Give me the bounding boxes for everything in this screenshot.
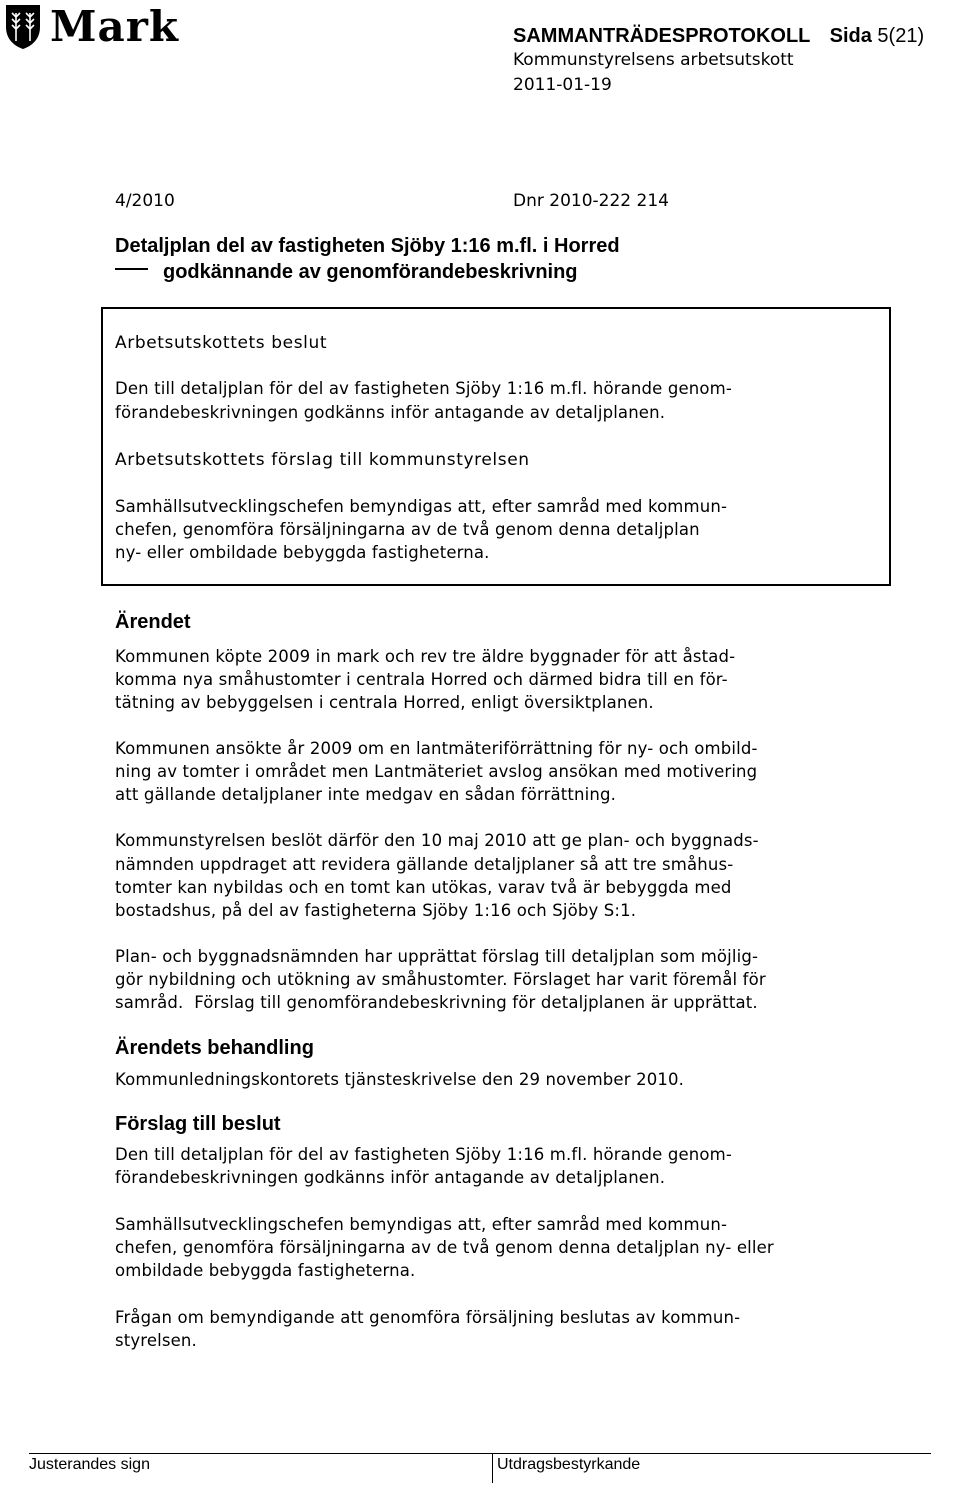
- committee-name: Kommunstyrelsens arbetsutskott: [513, 50, 794, 70]
- decision-line: förandebeskrivningen godkänns inför antagande av detaljplanen.: [115, 403, 666, 422]
- proposal-line: chefen, genomföra försäljningarna av de två genom denna detaljplan: [115, 520, 700, 539]
- section-heading-behandling: Ärendets behandling: [115, 1037, 314, 1059]
- title-dash: [115, 268, 148, 270]
- footer-divider: [492, 1453, 493, 1483]
- paragraph-line: styrelsen.: [115, 1331, 197, 1350]
- paragraph-line: Kommunen köpte 2009 in mark och rev tre äldre byggnader för att åstad-: [115, 647, 736, 666]
- item-title-line2: godkännande av genomförandebeskrivning: [163, 261, 578, 283]
- decision-line: Den till detaljplan för del av fastigheten Sjöby 1:16 m.fl. hörande genom-: [115, 379, 732, 398]
- item-title: [115, 233, 620, 285]
- page-number: 5(21): [877, 25, 925, 47]
- document-header: [513, 24, 924, 98]
- paragraph-line: gör nybildning och utökning av småhustomter. Förslaget har varit föremål för: [115, 970, 766, 989]
- diary-number: Dnr 2010-222 214: [513, 191, 669, 211]
- paragraph-line: Den till detaljplan för del av fastigheten Sjöby 1:16 m.fl. hörande genom-: [115, 1145, 732, 1164]
- paragraph-line: Plan- och byggnadsnämnden har upprättat förslag till detaljplan som möjlig-: [115, 947, 759, 966]
- item-number: 4/2010: [115, 191, 175, 211]
- paragraph-line: Kommunstyrelsen beslöt därför den 10 maj 2010 att ge plan- och byggnads-: [115, 831, 759, 850]
- meeting-date: 2011-01-19: [513, 75, 612, 95]
- paragraph-line: Kommunledningskontorets tjänsteskrivelse den 29 november 2010.: [115, 1070, 685, 1089]
- item-title-line1: Detaljplan del av fastigheten Sjöby 1:16 m.fl. i Horred: [115, 235, 620, 257]
- decision-heading: Arbetsutskottets beslut: [115, 333, 328, 353]
- paragraph-line: Samhällsutvecklingschefen bemyndigas att, efter samråd med kommun-: [115, 1215, 728, 1234]
- coat-of-arms-icon: [4, 3, 42, 51]
- logo-text: Mark: [50, 2, 179, 51]
- paragraph-line: ombildade bebyggda fastigheterna.: [115, 1261, 416, 1280]
- paragraph-line: komma nya småhustomter i centrala Horred och därmed bidra till en för-: [115, 670, 728, 689]
- paragraph-line: bostadshus, på del av fastigheterna Sjöby 1:16 och Sjöby S:1.: [115, 901, 637, 920]
- paragraph-line: Frågan om bemyndigande att genomföra försäljning beslutas av kommun-: [115, 1308, 741, 1327]
- document-type: SAMMANTRÄDESPROTOKOLL: [513, 25, 811, 47]
- page-label: Sida: [829, 25, 872, 47]
- paragraph-line: ning av tomter i området men Lantmäteriet avslog ansökan med motivering: [115, 762, 758, 781]
- section-heading-forslag: Förslag till beslut: [115, 1113, 281, 1135]
- paragraph-line: tomter kan nybildas och en tomt kan utökas, varav två är bebyggda med: [115, 878, 732, 897]
- footer-rule: [29, 1453, 931, 1454]
- proposal-line: Samhällsutvecklingschefen bemyndigas att, efter samråd med kommun-: [115, 497, 728, 516]
- paragraph-line: samråd. Förslag till genomförandebeskrivning för detaljplanen är upprättat.: [115, 993, 758, 1012]
- paragraph-line: att gällande detaljplaner inte medgav en sådan förrättning.: [115, 785, 617, 804]
- paragraph-line: nämnden uppdraget att revidera gällande detaljplaner så att tre småhus-: [115, 855, 734, 874]
- proposal-heading: Arbetsutskottets förslag till kommunstyrelsen: [115, 450, 530, 470]
- footer-signature-label: Justerandes sign: [29, 1456, 150, 1473]
- section-heading-arendet: Ärendet: [115, 611, 191, 633]
- logo: [4, 2, 179, 52]
- paragraph-line: tätning av bebyggelsen i centrala Horred, enligt översiktplanen.: [115, 693, 654, 712]
- footer-certification-label: Utdragsbestyrkande: [497, 1456, 641, 1473]
- paragraph-line: chefen, genomföra försäljningarna av de två genom denna detaljplan ny- eller: [115, 1238, 774, 1257]
- paragraph-line: förandebeskrivningen godkänns inför antagande av detaljplanen.: [115, 1168, 666, 1187]
- paragraph-line: Kommunen ansökte år 2009 om en lantmäteriförrättning för ny- och ombild-: [115, 739, 758, 758]
- proposal-line: ny- eller ombildade bebyggda fastigheterna.: [115, 543, 490, 562]
